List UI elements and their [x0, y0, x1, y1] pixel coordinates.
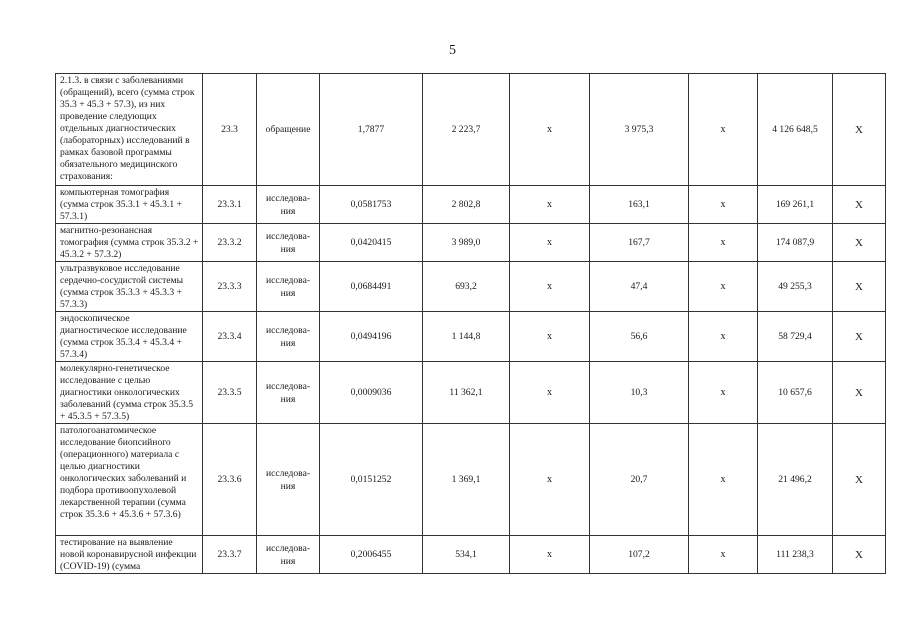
row-unit-cell: исследова-ния: [257, 224, 320, 262]
row-cost-cell: 534,1: [423, 536, 510, 574]
row-x-cell: х: [689, 536, 758, 574]
row-code-cell: 23.3.7: [203, 536, 257, 574]
row-percapita-cell: 163,1: [590, 186, 689, 224]
table-row: [56, 312, 886, 362]
row-x-cell: х: [689, 262, 758, 312]
row-X-cell: Х: [833, 362, 886, 424]
row-unit-cell: обращение: [257, 74, 320, 186]
row-X-cell: Х: [833, 312, 886, 362]
row-cost-cell: 1 369,1: [423, 424, 510, 536]
table-row: [56, 362, 886, 424]
row-name-cell: молекулярно-генетическое исследование с целью диагностики онкологических заболеваний (сумма строк 35.3.5 + 45.3.5 + 57.3.5): [56, 362, 203, 424]
row-norm-cell: 0,0009036: [320, 362, 423, 424]
row-norm-cell: 0,0494196: [320, 312, 423, 362]
row-percapita-cell: 107,2: [590, 536, 689, 574]
row-total-cell: 21 496,2: [758, 424, 833, 536]
row-X-cell: Х: [833, 74, 886, 186]
row-name-cell: патологоанатомическое исследование биопсийного (операционного) материала с целью диагностики онкологических заболеваний и подбора противоопухолевой лекарственной терапии (сумма строк 35.3.6 + 45.3.6 + 57.3.6): [56, 424, 203, 536]
row-norm-cell: 0,0420415: [320, 224, 423, 262]
row-x-cell: х: [510, 312, 590, 362]
row-norm-cell: 0,0581753: [320, 186, 423, 224]
row-norm-cell: 0,0151252: [320, 424, 423, 536]
row-code-cell: 23.3.5: [203, 362, 257, 424]
row-unit-cell: исследова-ния: [257, 262, 320, 312]
row-X-cell: Х: [833, 536, 886, 574]
table-row: [56, 262, 886, 312]
row-X-cell: Х: [833, 186, 886, 224]
row-cost-cell: 2 223,7: [423, 74, 510, 186]
row-unit-cell: исследова-ния: [257, 186, 320, 224]
row-total-cell: 111 238,3: [758, 536, 833, 574]
row-percapita-cell: 20,7: [590, 424, 689, 536]
row-code-cell: 23.3.1: [203, 186, 257, 224]
row-code-cell: 23.3.3: [203, 262, 257, 312]
row-cost-cell: 11 362,1: [423, 362, 510, 424]
row-percapita-cell: 3 975,3: [590, 74, 689, 186]
row-percapita-cell: 56,6: [590, 312, 689, 362]
row-unit-cell: исследова-ния: [257, 536, 320, 574]
row-norm-cell: 1,7877: [320, 74, 423, 186]
row-code-cell: 23.3.4: [203, 312, 257, 362]
row-total-cell: 10 657,6: [758, 362, 833, 424]
table-row: [56, 74, 886, 186]
row-code-cell: 23.3: [203, 74, 257, 186]
row-x-cell: х: [510, 224, 590, 262]
table-row: [56, 424, 886, 536]
row-unit-cell: исследова-ния: [257, 312, 320, 362]
row-total-cell: 169 261,1: [758, 186, 833, 224]
row-x-cell: х: [510, 74, 590, 186]
row-x-cell: х: [689, 186, 758, 224]
row-x-cell: х: [510, 186, 590, 224]
row-unit-cell: исследова-ния: [257, 362, 320, 424]
row-X-cell: Х: [833, 424, 886, 536]
row-name-cell: тестирование на выявление новой коронавирусной инфекции (COVID-19) (сумма: [56, 536, 203, 574]
row-percapita-cell: 47,4: [590, 262, 689, 312]
page-number: 5: [449, 43, 456, 58]
row-x-cell: х: [689, 362, 758, 424]
row-x-cell: х: [510, 536, 590, 574]
table-row: [56, 224, 886, 262]
row-x-cell: х: [689, 424, 758, 536]
row-total-cell: 49 255,3: [758, 262, 833, 312]
row-total-cell: 174 087,9: [758, 224, 833, 262]
row-name-cell: компьютерная томография (сумма строк 35.3.1 + 45.3.1 + 57.3.1): [56, 186, 203, 224]
row-x-cell: х: [689, 312, 758, 362]
row-x-cell: х: [689, 74, 758, 186]
row-code-cell: 23.3.6: [203, 424, 257, 536]
row-X-cell: Х: [833, 224, 886, 262]
row-total-cell: 4 126 648,5: [758, 74, 833, 186]
row-norm-cell: 0,0684491: [320, 262, 423, 312]
row-code-cell: 23.3.2: [203, 224, 257, 262]
row-norm-cell: 0,2006455: [320, 536, 423, 574]
row-x-cell: х: [510, 424, 590, 536]
row-cost-cell: 1 144,8: [423, 312, 510, 362]
row-X-cell: Х: [833, 262, 886, 312]
row-percapita-cell: 10,3: [590, 362, 689, 424]
row-unit-cell: исследова-ния: [257, 424, 320, 536]
row-cost-cell: 693,2: [423, 262, 510, 312]
table-row: [56, 186, 886, 224]
row-name-cell: ультразвуковое исследование сердечно-сосудистой системы (сумма строк 35.3.3 + 45.3.3 + 57.3.3): [56, 262, 203, 312]
row-name-cell: 2.1.3. в связи с заболеваниями (обращений), всего (сумма строк 35.3 + 45.3 + 57.3), из них проведение следующих отдельных диагностических (лабораторных) исследований в рамках базовой программы обязательного медицинского страхования:: [56, 74, 203, 186]
row-x-cell: х: [510, 362, 590, 424]
row-x-cell: х: [689, 224, 758, 262]
row-name-cell: магнитно-резонансная томография (сумма строк 35.3.2 + 45.3.2 + 57.3.2): [56, 224, 203, 262]
data-table: [55, 73, 886, 574]
row-cost-cell: 2 802,8: [423, 186, 510, 224]
row-cost-cell: 3 989,0: [423, 224, 510, 262]
row-total-cell: 58 729,4: [758, 312, 833, 362]
row-name-cell: эндоскопическое диагностическое исследование (сумма строк 35.3.4 + 45.3.4 + 57.3.4): [56, 312, 203, 362]
row-x-cell: х: [510, 262, 590, 312]
table-row: [56, 536, 886, 574]
row-percapita-cell: 167,7: [590, 224, 689, 262]
